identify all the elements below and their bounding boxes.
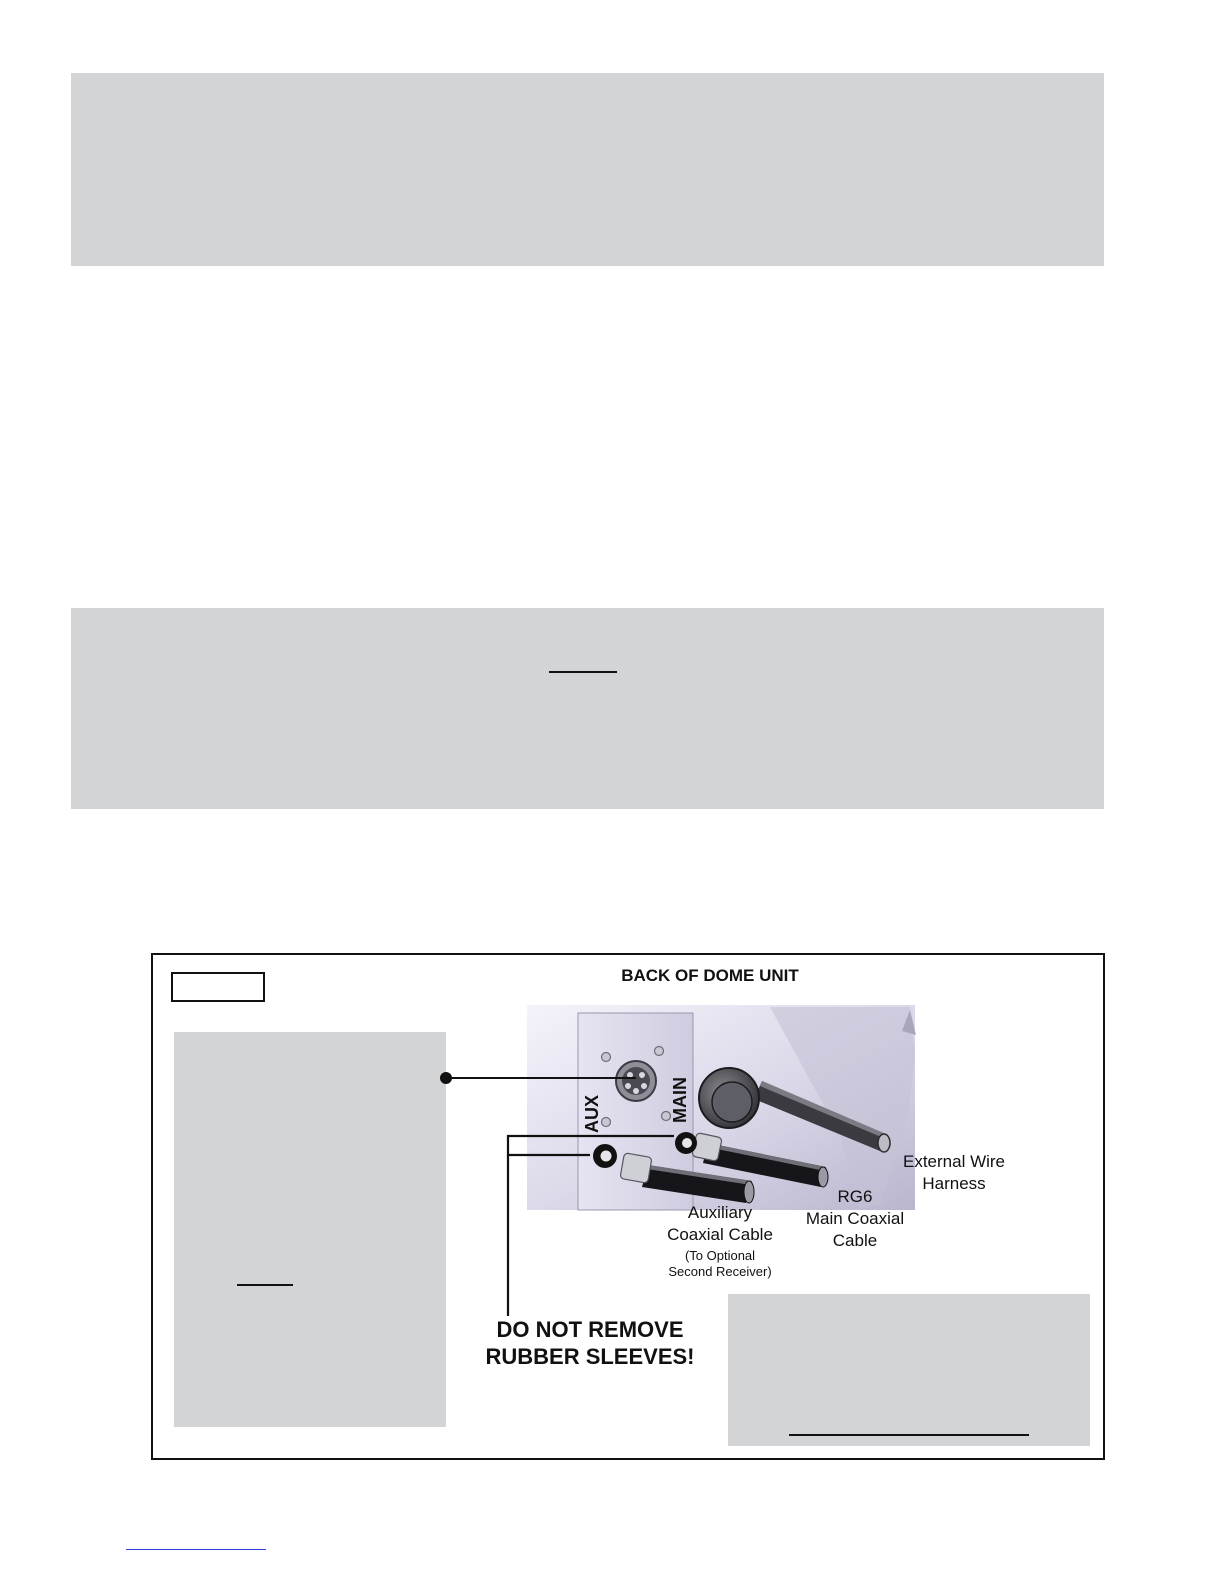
top-note-panel (71, 73, 1104, 266)
rubber-sleeves-warning (460, 1316, 720, 1370)
harness-label-line: External Wire (902, 1152, 1006, 1171)
harness-label-line: Harness (922, 1174, 986, 1193)
left-callout-panel (174, 1032, 446, 1427)
figure-number-box (171, 972, 265, 1002)
aux-port-label: AUX (582, 1094, 602, 1133)
main-port-label: MAIN (670, 1077, 690, 1123)
middle-panel-underline (549, 671, 617, 673)
rg6-label-line: Main Coaxial (805, 1209, 905, 1228)
figure-title: BACK OF DOME UNIT (621, 966, 799, 985)
left-panel-underline (237, 1284, 293, 1286)
aux-note-line: (To Optional (684, 1248, 756, 1263)
footer-link-underline[interactable] (126, 1549, 266, 1550)
middle-note-panel (71, 608, 1104, 809)
rg6-label-line: Cable (832, 1231, 878, 1250)
aux-label-line: Auxiliary (687, 1203, 753, 1222)
warning-line: DO NOT REMOVE (496, 1317, 684, 1342)
harness-connector-socket (616, 1061, 656, 1101)
auxiliary-coax-note (650, 1248, 790, 1280)
rg6-label-line: RG6 (837, 1187, 873, 1206)
rg6-main-coax-label (790, 1186, 920, 1252)
warning-line: RUBBER SLEEVES! (485, 1344, 695, 1369)
aux-label-line: Coaxial Cable (667, 1225, 773, 1244)
auxiliary-coax-label (650, 1202, 790, 1246)
right-panel-underline (789, 1434, 1029, 1436)
aux-note-line: Second Receiver) (668, 1264, 772, 1279)
